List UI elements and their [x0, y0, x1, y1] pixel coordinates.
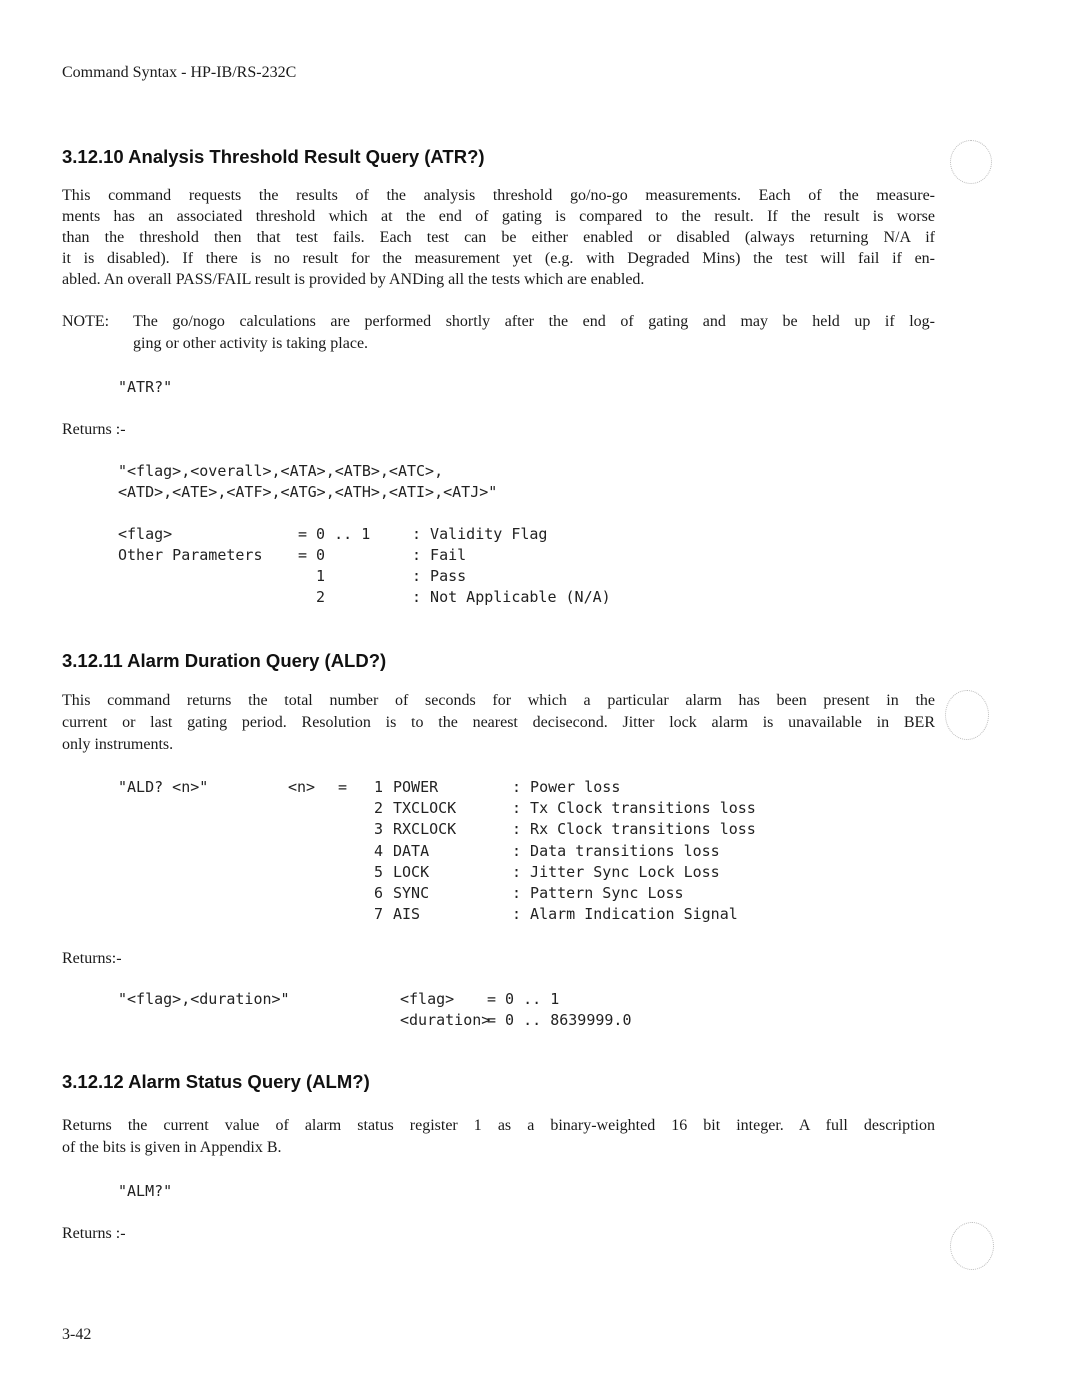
alarm-number: 3 — [374, 820, 384, 839]
param-desc: : Pass — [412, 567, 467, 585]
section-heading-ald: 3.12.11 Alarm Duration Query (ALD?) — [62, 650, 387, 671]
alarm-number: 4 — [374, 841, 384, 860]
para-line: This command returns the total number of seconds for which a particular alarm has been present in the — [62, 692, 935, 709]
alarm-description: : Jitter Sync Lock Loss — [512, 862, 720, 881]
n-label: <n> — [288, 778, 316, 796]
alarm-name: AIS — [393, 905, 421, 924]
alarm-description: : Tx Clock transitions loss — [512, 799, 756, 818]
param-value: 1 — [298, 567, 326, 585]
alarm-number: 2 — [374, 799, 384, 818]
note-label: NOTE: — [62, 313, 110, 330]
command-syntax: "ALD? <n>" — [118, 778, 209, 796]
param-name: <flag> — [400, 990, 455, 1008]
alarm-number: 1 — [374, 778, 384, 796]
param-desc: : Fail — [412, 546, 467, 564]
command-syntax: "ATR?" — [118, 378, 173, 396]
alarm-number: 7 — [374, 905, 384, 924]
alarm-name: RXCLOCK — [393, 820, 457, 839]
para-line: only instruments. — [62, 736, 174, 753]
alarm-name: LOCK — [393, 862, 430, 881]
alarm-number: 5 — [374, 862, 384, 881]
para-line: ments has an associated threshold which at the end of gating is compared to the result. If the result is worse — [62, 208, 935, 225]
alarm-name: SYNC — [393, 884, 430, 902]
para-line: abled. An overall PASS/FAIL result is provided by ANDing all the tests which are enabled. — [62, 271, 645, 288]
returns-label: Returns :- — [62, 1225, 126, 1242]
para-line: Returns the current value of alarm status register 1 as a binary-weighted 16 bit integer. A full description — [62, 1117, 935, 1134]
param-name: Other Parameters — [118, 546, 263, 564]
alarm-description: : Data transitions loss — [512, 841, 720, 860]
alarm-name: TXCLOCK — [393, 799, 457, 818]
param-value: = 0 — [298, 546, 326, 564]
param-name: <flag> — [118, 525, 173, 543]
param-name: <duration> — [400, 1011, 491, 1029]
section-heading-alm: 3.12.12 Alarm Status Query (ALM?) — [62, 1071, 370, 1092]
alarm-description: : Power loss — [512, 778, 621, 796]
alarm-description: : Alarm Indication Signal — [512, 905, 738, 924]
para-line: This command requests the results of the analysis threshold go/no-go measurements. Each of the measure- — [62, 187, 935, 204]
param-value: = 0 .. 1 — [487, 990, 560, 1008]
equals: = — [338, 778, 348, 796]
return-format: "<flag>,<duration>" — [118, 990, 290, 1008]
param-desc: : Validity Flag — [412, 525, 548, 543]
alarm-name: POWER — [393, 778, 439, 796]
section-heading-atr: 3.12.10 Analysis Threshold Result Query (ATR?) — [62, 146, 485, 167]
param-value: = 0 .. 1 — [298, 525, 371, 543]
punch-hole-mark — [950, 140, 992, 184]
return-format: "<flag>,<overall>,<ATA>,<ATB>,<ATC>, — [118, 462, 444, 480]
punch-hole-mark — [945, 690, 989, 740]
para-line: it is disabled). If there is no result for the measurement yet (e.g. with Degraded Mins) the test will fail if en- — [62, 250, 935, 267]
alarm-name: DATA — [393, 841, 430, 860]
running-header: Command Syntax - HP-IB/RS-232C — [62, 64, 297, 81]
command-syntax: "ALM?" — [118, 1182, 173, 1200]
note-line: The go/nogo calculations are performed shortly after the end of gating and may be held up if log- — [133, 313, 935, 330]
para-line: than the threshold then that test fails. Each test can be either enabled or disabled (always returning N/A if — [62, 229, 935, 246]
alarm-description: : Rx Clock transitions loss — [512, 820, 756, 839]
page-number: 3-42 — [62, 1326, 92, 1343]
alarm-number: 6 — [374, 884, 384, 902]
return-format: <ATD>,<ATE>,<ATF>,<ATG>,<ATH>,<ATI>,<ATJ>" — [118, 483, 498, 501]
param-value: 2 — [298, 588, 326, 606]
punch-hole-mark — [950, 1222, 994, 1270]
alarm-description: : Pattern Sync Loss — [512, 884, 684, 902]
param-desc: : Not Applicable (N/A) — [412, 588, 611, 606]
param-value: = 0 .. 8639999.0 — [487, 1011, 632, 1029]
note-line: ging or other activity is taking place. — [133, 335, 369, 352]
returns-label: Returns:- — [62, 950, 122, 967]
para-line: of the bits is given in Appendix B. — [62, 1139, 282, 1156]
returns-label: Returns :- — [62, 421, 126, 438]
para-line: current or last gating period. Resolution is to the nearest decisecond. Jitter lock alarm is unavailable in BER — [62, 714, 935, 731]
